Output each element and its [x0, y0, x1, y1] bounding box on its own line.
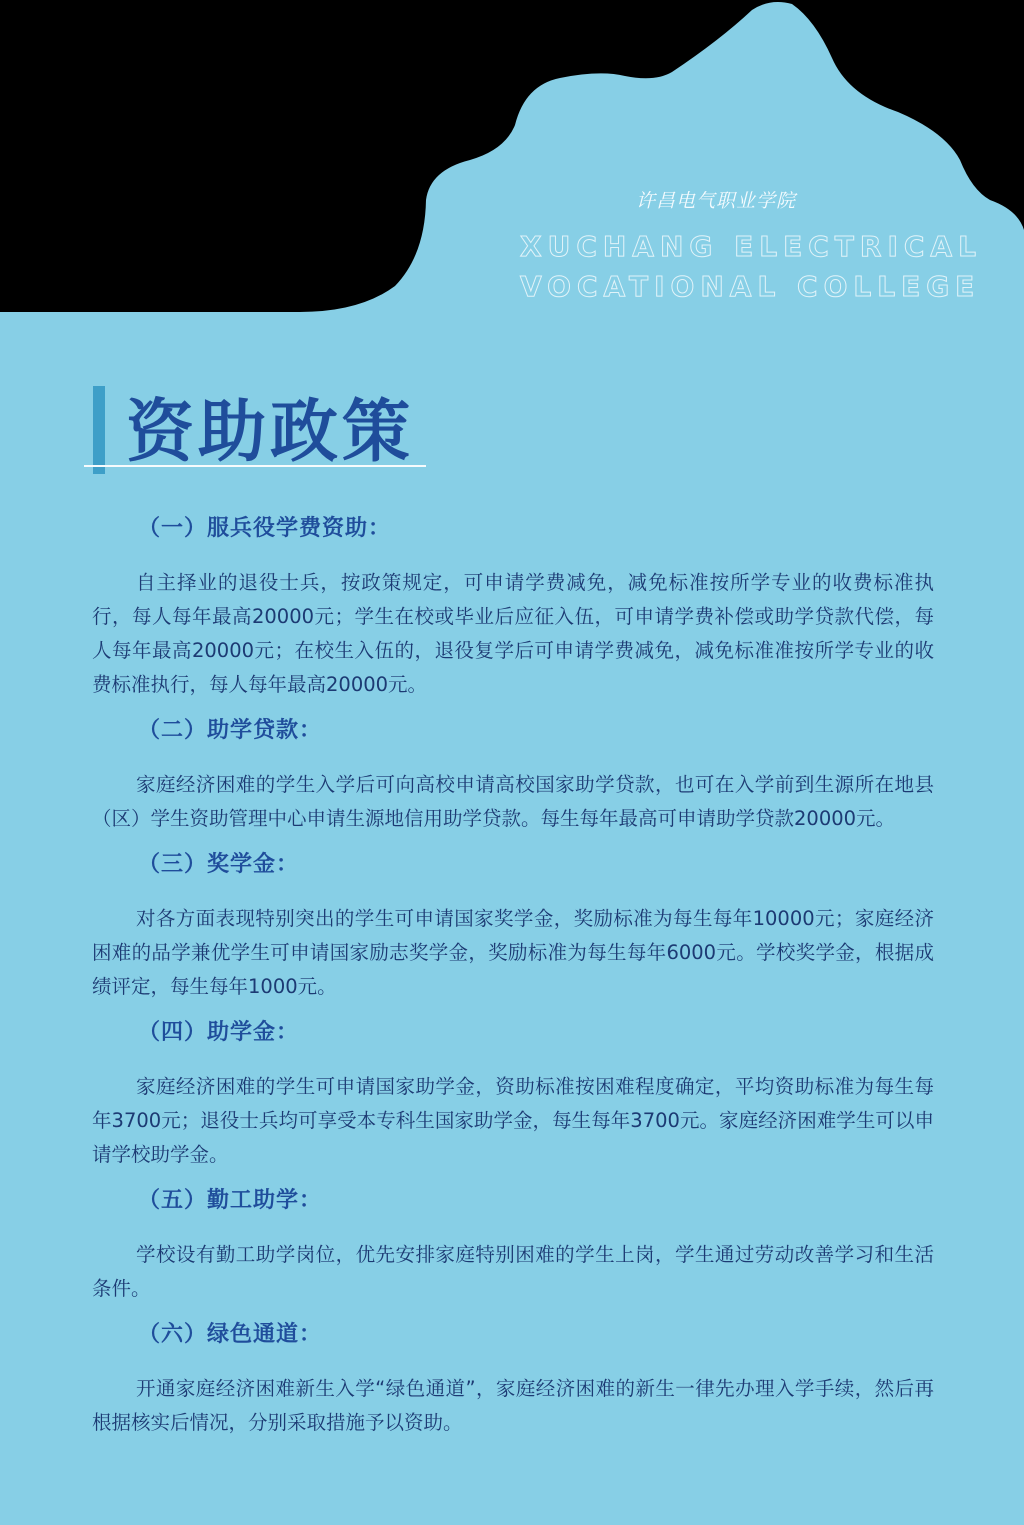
section-body: 自主择业的退役士兵，按政策规定，可申请学费减免，减免标准按所学专业的收费标准执行，每人每年最高20000元；学生在校或毕业后应征入伍，可申请学费补偿或助学贷款代偿，每人每年最高20000元；在校生入伍的，退役复学后可申请学费减免，减免标准准按所学专业的收费标准执行，每人每年最高20000元。: [92, 571, 934, 696]
section-student-loan: [92, 716, 934, 836]
section-green-channel: [92, 1320, 934, 1440]
college-name-en-line2: VOCATIONAL COLLEGE: [520, 270, 981, 303]
section-body: 对各方面表现特别突出的学生可申请国家奖学金，奖励标准为每生每年10000元；家庭经济困难的品学兼优学生可申请国家励志奖学金，奖励标准为每生每年6000元。学校奖学金，根据成绩评定，每生每年1000元。: [92, 907, 934, 998]
section-heading: （四）助学金：: [138, 1020, 300, 1045]
section-heading: （二）助学贷款：: [138, 718, 323, 743]
college-name-en-line1: XUCHANG ELECTRICAL: [520, 230, 982, 263]
section-heading: （一）服兵役学费资助：: [138, 516, 392, 541]
section-scholarship: [92, 850, 934, 1004]
title-accent-bar: [93, 386, 105, 474]
section-work-study: [92, 1186, 934, 1306]
section-heading: （六）绿色通道：: [138, 1322, 323, 1347]
college-name-cn: 许昌电气职业学院: [636, 190, 797, 212]
section-heading: （三）奖学金：: [138, 852, 300, 877]
section-grant: [92, 1018, 934, 1172]
policy-content: [92, 514, 934, 1454]
section-body: 学校设有勤工助学岗位，优先安排家庭特别困难的学生上岗，学生通过劳动改善学习和生活条件。: [92, 1243, 934, 1300]
section-body: 家庭经济困难的学生入学后可向高校申请高校国家助学贷款，也可在入学前到生源所在地县（区）学生资助管理中心申请生源地信用助学贷款。每生每年最高可申请助学贷款20000元。: [92, 773, 934, 830]
section-body: 开通家庭经济困难新生入学“绿色通道”，家庭经济困难的新生一律先办理入学手续，然后再根据核实后情况，分别采取措施予以资助。: [92, 1377, 934, 1434]
section-body: 家庭经济困难的学生可申请国家助学金，资助标准按困难程度确定，平均资助标准为每生每年3700元；退役士兵均可享受本专科生国家助学金，每生每年3700元。家庭经济困难学生可以申请学校助学金。: [92, 1075, 934, 1166]
page-title: 资助政策: [126, 393, 415, 472]
section-heading: （五）勤工助学：: [138, 1188, 323, 1213]
section-military-tuition: [92, 514, 934, 702]
